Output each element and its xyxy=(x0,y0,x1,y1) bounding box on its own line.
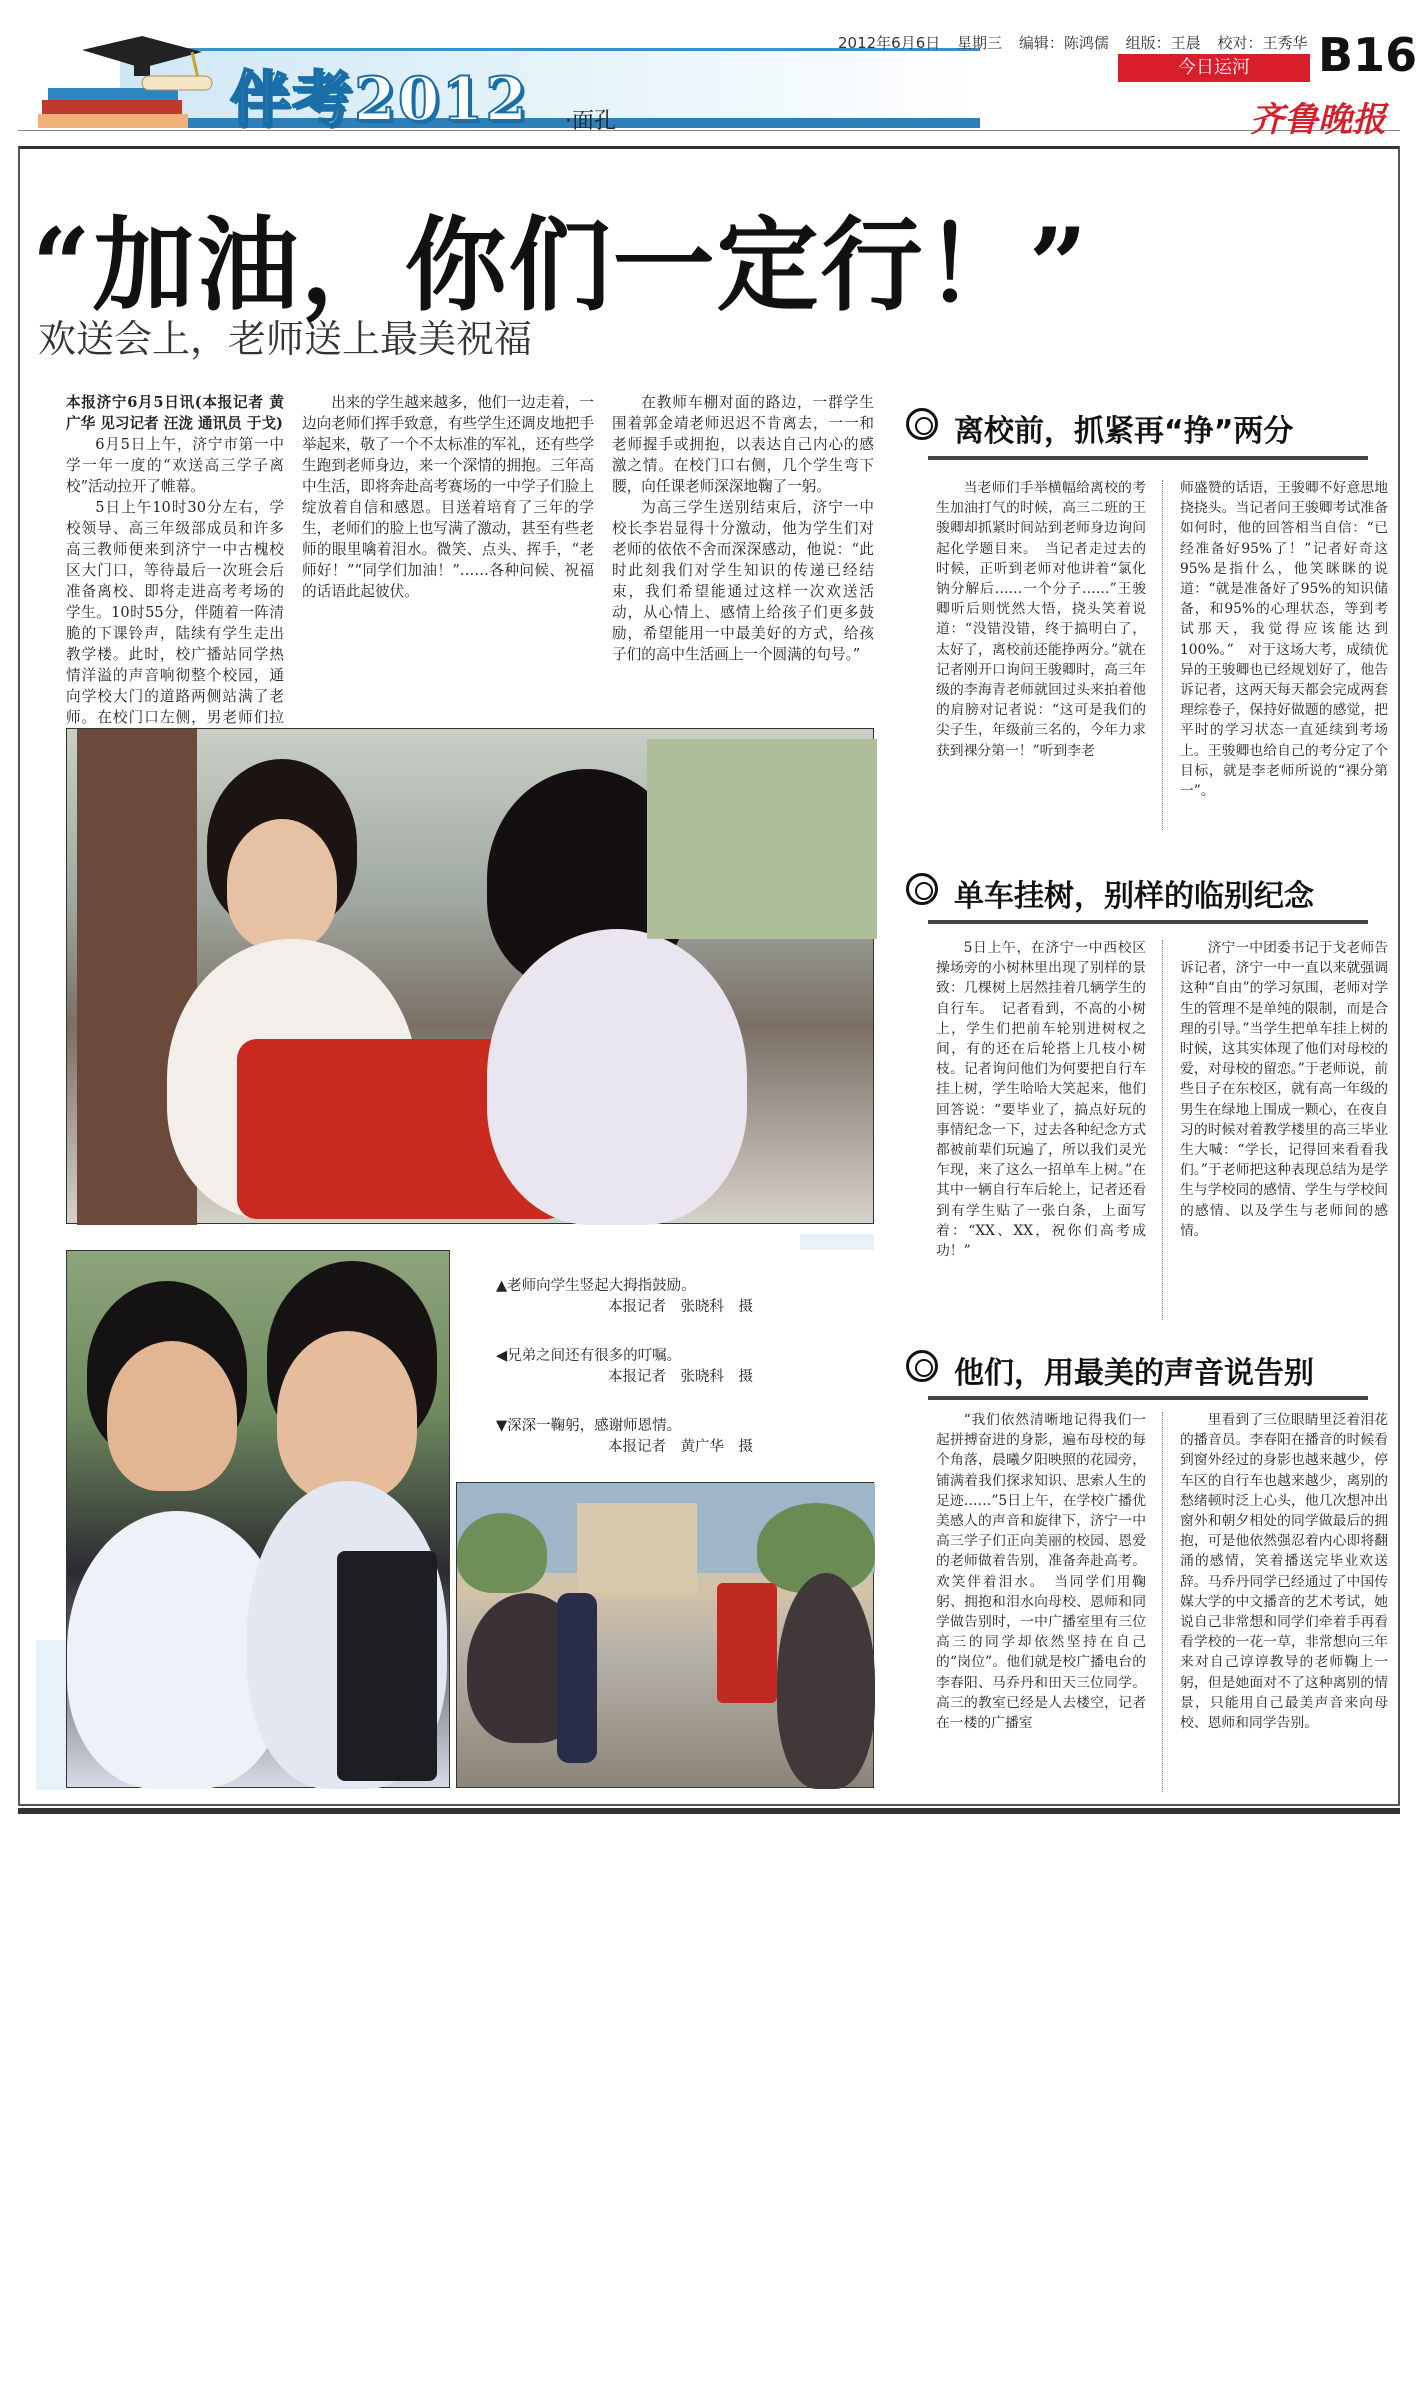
issue-weekday: 星期三 xyxy=(957,34,1003,52)
target-bullet-icon xyxy=(906,1350,938,1382)
photo-person xyxy=(227,819,337,949)
photo-person xyxy=(557,1593,597,1763)
photo-person xyxy=(107,1341,237,1491)
section-title: 离校前，抓紧再“挣”两分 xyxy=(954,414,1294,449)
caption-credit: 本报记者 张晓科 摄 xyxy=(608,1299,753,1315)
target-bullet-icon xyxy=(906,873,938,905)
article-paragraph: 5日上午10时30分左右，学校领导、高三年级部成员和许多高三教师便来到济宁一中古槐校区大门口，等待最后一次班会后准备离校、即将走进高考考场的学生。10时55分，伴随着一阵清脆的下课铃声，陆续有学生走出教学楼。此时，校广播站同学热情洋溢的声音响彻整个校园，通向学校大门的道路两侧站满了老师。在校门口左侧，男老师们拉 xyxy=(66,499,284,726)
header-rule xyxy=(18,130,1400,144)
article-column-2 xyxy=(302,392,594,706)
section-paragraph: 当老师们手举横幅给离校的考生加油打气的时候，高三二班的王骏卿却抓紧时间站到老师身边询问起化学题目来。 当记者走过去的时候，正听到老师对他讲着“氯化钠分解后……一个分子……”王骏卿听后则恍然大悟，挠头笑着说道：“没错没错，终于搞明白了，太好了，离校前还能挣两分。”就在记者刚开口询问王骏卿时，高三年级的李海青老师就回过头来拍着他的肩膀对记者说：“这可是我们的尖子生，年级前三名的，今年力求获到裸分第一！”听到李老 xyxy=(936,480,1146,759)
section-3-column-a xyxy=(936,1410,1146,1795)
layout-credit: 组版：王晨 xyxy=(1125,34,1201,52)
caption-2 xyxy=(496,1346,753,1388)
caption-accent xyxy=(36,1640,66,1790)
section-1-column-b xyxy=(1180,478,1388,834)
caption-credit: 本报记者 张晓科 摄 xyxy=(608,1369,753,1385)
target-bullet-icon xyxy=(906,408,938,440)
section-paragraph: 里看到了三位眼睛里泛着泪花的播音员。李春阳在播音的时候看到窗外经过的身影也越来越少，停车区的自行车也越来越少，离别的愁绪顿时泛上心头，他几次想冲出窗外和朝夕相处的同学做最后的拥抱，可是他依然强忍着内心即将翻涌的感情，笑着播送完毕业欢送辞。马乔丹同学已经通过了中国传媒大学的中文播音的艺术考试，她说自己非常想和同学们牵着手再看看学校的一花一草，非常想向三年来对自己谆谆教导的老师鞠上一躬，但是她面对不了这种离别的情景，只能用自己最美声音来向母校、恩师和同学告别。 xyxy=(1180,1412,1388,1732)
caption-3 xyxy=(496,1416,753,1458)
article-paragraph: 在教师车棚对面的路边，一群学生围着郭金靖老师迟迟不肯离去，一一和老师握手或拥抱，以表达自己内心的感激之情。在校门口右侧，几个学生弯下腰，向任课老师深深地鞠了一躬。 xyxy=(612,394,874,495)
column-divider xyxy=(1162,480,1163,830)
column-subkicker: ·面孔 xyxy=(565,109,616,134)
caption-text: ▼深深一鞠躬，感谢师恩情。 xyxy=(496,1418,682,1434)
photo-background xyxy=(647,739,877,939)
section-paragraph: 5日上午，在济宁一中西校区操场旁的小树林里出现了别样的景致：几棵树上居然挂着几辆学生的自行车。 记者看到，不高的小树上，学生们把前车轮别进树杈之间，有的还在后轮搭上几枝小树枝。记者询问他们为何要把自行车挂上树，学生哈哈大笑起来，他们回答说：“要毕业了，搞点好玩的事情纪念一下，过去各种纪念方式都被前辈们玩遍了，所以我们灵光乍现，来了这么一招单车上树。”在其中一辆自行车后轮上，记者还看到有学生贴了一张白条，上面写着：“XX、XX，祝你们高考成功！” xyxy=(936,940,1146,1260)
issue-date: 2012年6月6日 xyxy=(838,34,941,52)
section-3-column-b xyxy=(1180,1410,1388,1795)
photo-captions xyxy=(456,1250,874,1478)
section-2-column-b xyxy=(1180,938,1388,1326)
photo-teacher-thumbs-up xyxy=(66,728,874,1224)
section-paragraph: 师盛赞的话语，王骏卿不好意思地挠挠头。当记者问王骏卿考试准备如何时，他的回答相当自信：“已经准备好95%了！”记者好奇这95%是指什么，他笑眯眯的说道：“就是准备好了95%的知识储备，和95%的心理状态，等到考试那天，我觉得应该能达到100%。” 对于这场大考，成绩优异的王骏卿也已经规划好了，他告诉记者，这两天每天都会完成两套理综卷子，保持好做题的感觉，把平时的学习状态一直延续到考场上。王骏卿也给自己的考分定了个目标，就是李老师所说的“裸分第一”。 xyxy=(1180,480,1388,800)
editor-credit: 编辑：陈鸿儒 xyxy=(1018,34,1109,52)
page-number: B16 xyxy=(1318,28,1417,82)
section-1-column-a xyxy=(936,478,1146,834)
section-tag: 今日运河 xyxy=(1118,54,1310,82)
photo-person xyxy=(277,1331,417,1501)
photo-crowd xyxy=(777,1573,875,1789)
photo-gate xyxy=(577,1503,697,1593)
caption-text: ◀兄弟之间还有很多的叮嘱。 xyxy=(496,1348,682,1364)
headline: “加油，你们一定行！” xyxy=(32,206,1090,326)
subheadline: 欢送会上，老师送上最美祝福 xyxy=(38,317,533,361)
lead-paragraph: 6月5日上午，济宁市第一中学一年一度的“欢送高三学子离校”活动拉开了帷幕。 xyxy=(66,436,284,495)
section-rule xyxy=(928,456,1368,460)
photo-banner xyxy=(717,1583,777,1703)
byline: 本报济宁6月5日讯(本报记者 黄广华 见习记者 汪泷 通讯员 于戈) xyxy=(66,394,284,432)
article-column-1 xyxy=(66,392,284,726)
photo-person xyxy=(487,929,747,1225)
column-divider xyxy=(1162,940,1163,1320)
section-rule xyxy=(928,1396,1368,1400)
newspaper-logo: 齐鲁晚报 xyxy=(1250,100,1386,140)
section-title: 单车挂树，别样的临别纪念 xyxy=(954,879,1314,914)
photo-tree xyxy=(457,1513,547,1593)
photo-students-bowing xyxy=(456,1482,874,1788)
caption-credit: 本报记者 黄广华 摄 xyxy=(608,1439,753,1455)
section-2-column-a xyxy=(936,938,1146,1326)
page-bottom-rule xyxy=(18,1808,1400,1814)
article-column-3 xyxy=(612,392,874,706)
caption-1 xyxy=(496,1276,753,1318)
article-paragraph: 为高三学生送别结束后，济宁一中校长李岩显得十分激动，他为学生们对老师的依依不舍而深深感动，他说：“此时此刻我们对学生知识的传递已经结束，我们希望能通过这样一次欢送活动，从心情上、感情上给孩子们更多鼓励，希望能用一中最美好的方式，给孩子们的高中生活画上一个圆满的句号。” xyxy=(612,499,874,663)
section-paragraph: “我们依然清晰地记得我们一起拼搏奋进的身影，遍布母校的每个角落，晨曦夕阳映照的花园旁，铺满着我们探求知识、思索人生的足迹……”5日上午，在学校广播优美感人的声音和旋律下，济宁一中高三学子们正向美丽的校园、恩爱的老师做着告别，准备奔赴高考。欢笑伴着泪水。 当同学们用鞠躬、拥抱和泪水向母校、恩师和同学做告别时，一中广播室里有三位高三的同学却依然坚持在自己的“岗位”。他们就是校广播电台的李春阳、马乔丹和田天三位同学。高三的教室已经是人去楼空，记者在一楼的广播室 xyxy=(936,1412,1146,1732)
article-paragraph: 出来的学生越来越多，他们一边走着，一边向老师们挥手致意，有些学生还调皮地把手举起来，敬了一个不太标准的军礼，还有些学生跑到老师身边，来一个深情的拥抱。三年高中生活，即将奔赴高考赛场的一中学子们脸上绽放着自信和感恩。目送着培育了三年的学生，老师们的脸上也写满了激动，甚至有些老师的眼里噙着泪水。微笑、点头、挥手，“老师好！”“同学们加油！”……各种问候、祝福的话语此起彼伏。 xyxy=(302,394,594,600)
section-rule xyxy=(928,920,1368,924)
proof-credit: 校对：王秀华 xyxy=(1217,34,1308,52)
caption-text: ▲老师向学生竖起大拇指鼓励。 xyxy=(496,1278,696,1294)
graduation-books-icon xyxy=(22,30,222,140)
column-divider xyxy=(1162,1412,1163,1792)
section-title: 他们，用最美的声音说告别 xyxy=(954,1356,1314,1391)
photo-brothers xyxy=(66,1250,450,1788)
column-kicker: 伴考2012 xyxy=(230,65,529,135)
page-meta xyxy=(838,32,1319,53)
photo-bag xyxy=(337,1551,437,1781)
section-paragraph: 济宁一中团委书记于戈老师告诉记者，济宁一中一直以来就强调这种“自由”的学习氛围，老师对学生的管理不是单纯的限制，而是合理的引导。”当学生把单车挂上树的时候，这其实体现了他们对母校的爱，对母校的留恋。”于老师说，前些日子在东校区，就有高一年级的男生在绿地上围成一颗心，在夜自习的时候对着教学楼里的高三毕业生大喊：“学长，记得回来看看我们。”于老师把这种表现总结为是学生与学校同的感情、学生与学校间的感情、以及学生与老师间的感情。 xyxy=(1180,940,1388,1239)
